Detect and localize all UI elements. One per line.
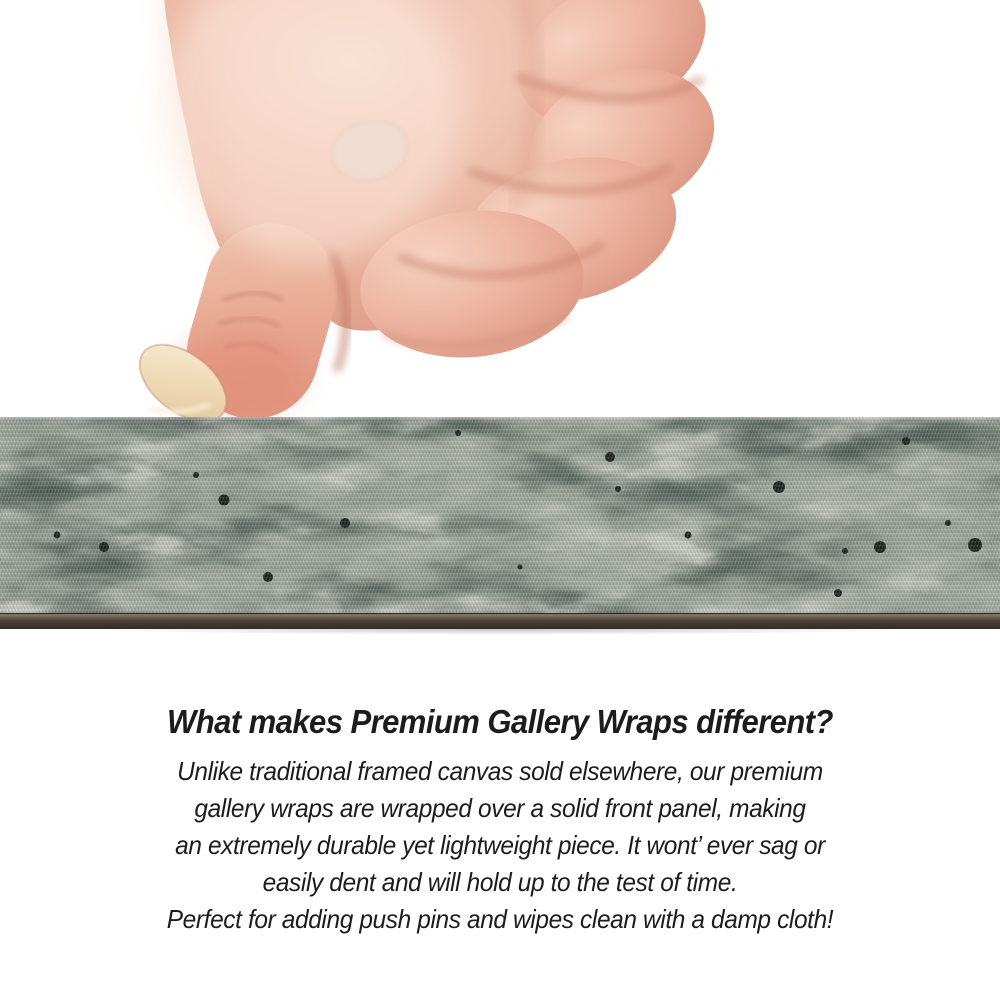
- body-line-2: gallery wraps are wrapped over a solid front panel, making: [194, 793, 806, 823]
- canvas-panel-edge: [0, 613, 1000, 629]
- marketing-copy: [30, 701, 970, 938]
- hand-pressing-canvas-illustration: [0, 0, 1000, 418]
- canvas-wrap-edge-strip: [0, 417, 1000, 629]
- body-line-4: easily dent and will hold up to the test of time.: [262, 867, 738, 897]
- canvas-texture: [0, 417, 1000, 614]
- body-line-1: Unlike traditional framed canvas sold elsewhere, our premium: [177, 756, 823, 786]
- strip-drop-shadow: [4, 629, 996, 637]
- body-line-5: Perfect for adding push pins and wipes clean with a damp cloth!: [166, 904, 834, 934]
- headline: What makes Premium Gallery Wraps different?: [167, 703, 833, 740]
- body-line-3: an extremely durable yet lightweight piece. It wont’ ever sag or: [175, 830, 825, 860]
